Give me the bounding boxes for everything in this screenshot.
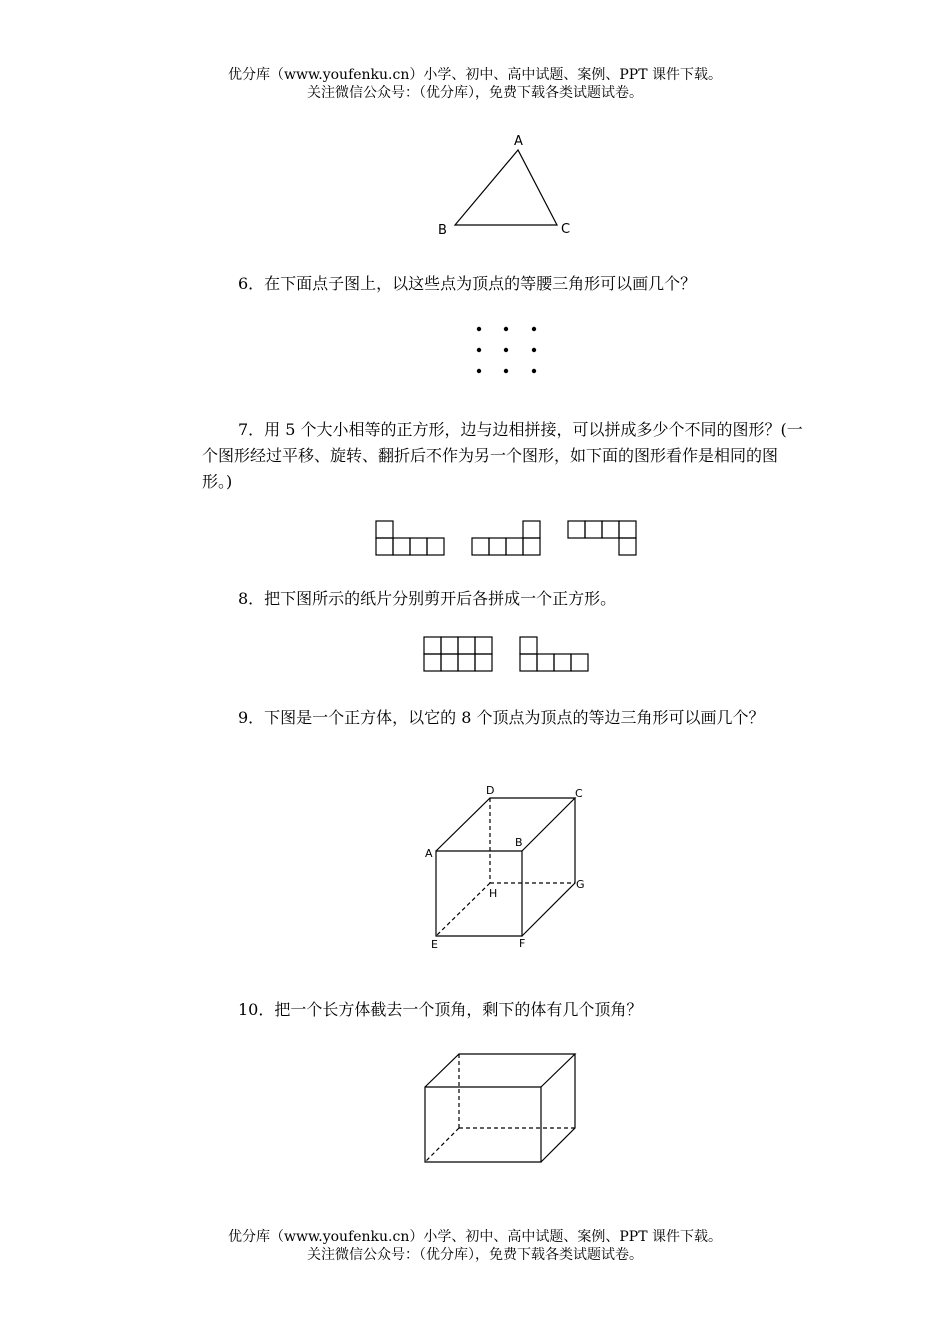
- paper-piece-2: [520, 637, 588, 671]
- cube-label-b: B: [515, 836, 523, 849]
- footer-line-2: 关注微信公众号：（优分库），免费下载各类试题试卷。: [307, 1247, 643, 1263]
- cuboid-front-face: [425, 1087, 541, 1162]
- question-6: 6．在下面点子图上，以这些点为顶点的等腰三角形可以画几个？: [238, 274, 697, 293]
- question-9: 9．下图是一个正方体，以它的 8 个顶点为顶点的等边三角形可以画几个？: [238, 708, 765, 727]
- dot: [504, 327, 508, 331]
- cube-label-d: D: [486, 784, 495, 797]
- cube-top-face: [436, 798, 575, 851]
- cuboid-figure: [425, 1054, 575, 1162]
- dot: [532, 348, 536, 352]
- paper-pieces-figures: [424, 637, 588, 671]
- triangle-label-c: C: [561, 222, 571, 237]
- cube-label-a: A: [425, 847, 433, 860]
- dot: [477, 327, 481, 331]
- cube-figure: [436, 798, 575, 936]
- paper-piece-1: [424, 637, 492, 671]
- dot: [477, 369, 481, 373]
- question-7: 7．用 5 个大小相等的正方形，边与边相拼接，可以拼成多少个不同的图形？(一个图形经过平移、旋转、翻折后不作为另一个图形，如下面的图形看作是相同的图形。): [202, 420, 803, 491]
- header-line-2: 关注微信公众号：（优分库），免费下载各类试题试卷。: [307, 85, 643, 101]
- pentomino-shape-3: [568, 521, 636, 555]
- footer-line-1: 优分库（www.youfenku.cn）小学、初中、高中试题、案例、PPT 课件下载。: [227, 1229, 722, 1245]
- dot: [477, 348, 481, 352]
- triangle-abc: [455, 150, 557, 225]
- dot: [532, 327, 536, 331]
- dot: [504, 369, 508, 373]
- question-8: 8．把下图所示的纸片分别剪开后各拼成一个正方形。: [238, 589, 617, 608]
- page-footer: [0, 1228, 950, 1264]
- triangle-figure: [455, 150, 557, 225]
- cube-label-h: H: [489, 887, 498, 900]
- pentomino-figures: [376, 521, 636, 555]
- dot: [504, 348, 508, 352]
- dot: [532, 369, 536, 373]
- cube-label-f: F: [519, 937, 526, 950]
- cube-label-e: E: [431, 938, 438, 951]
- question-10: 10．把一个长方体截去一个顶角，剩下的体有几个顶角？: [238, 1000, 643, 1019]
- cube-right-face: [522, 798, 575, 936]
- triangle-label-a: A: [514, 134, 523, 149]
- cube-label-c: C: [575, 787, 583, 800]
- cuboid-hidden-edges: [425, 1054, 575, 1162]
- pentomino-shape-2: [472, 521, 540, 555]
- header-line-1: 优分库（www.youfenku.cn）小学、初中、高中试题、案例、PPT 课件下载。: [227, 67, 722, 83]
- cuboid-top-face: [425, 1054, 575, 1087]
- pentomino-shape-1: [376, 521, 444, 555]
- cube-label-g: G: [576, 878, 585, 891]
- triangle-label-b: B: [438, 223, 447, 238]
- dot-grid-figure: [477, 327, 536, 373]
